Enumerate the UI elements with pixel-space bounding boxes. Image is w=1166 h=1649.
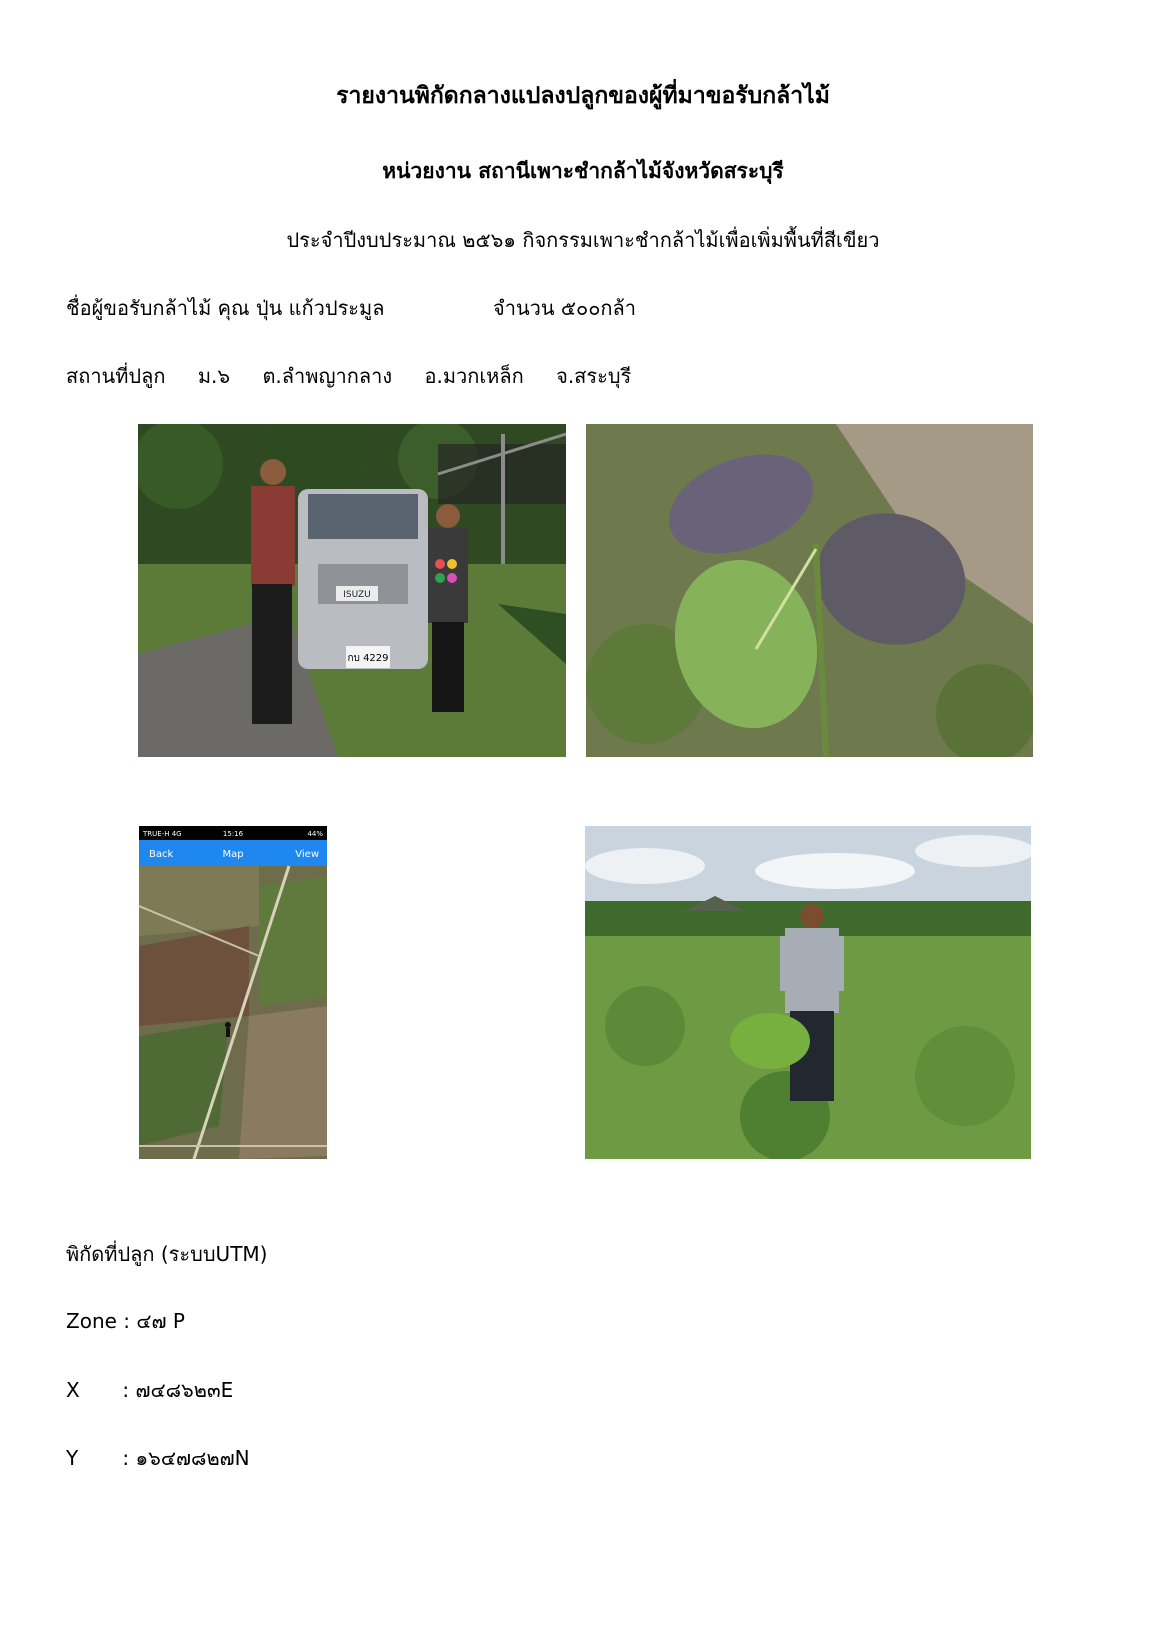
recipient-name: ชื่อผู้ขอรับกล้าไม้ คุณ ปุ่น แก้วประมูล [66, 296, 385, 320]
planting-location [66, 360, 657, 392]
phone-battery: 44% [307, 830, 323, 838]
location-label: สถานที่ปลูก [66, 364, 166, 388]
y-label: Y [66, 1446, 79, 1470]
phone-map-title: Map [222, 849, 244, 860]
x-label: X [66, 1378, 80, 1402]
photo-recipients-with-truck [138, 424, 566, 757]
phone-back-button: Back [149, 849, 174, 860]
photo-man-in-field [585, 826, 1031, 1159]
utm-x [66, 1374, 233, 1406]
agency-line: หน่วยงาน สถานีเพาะชำกล้าไม้จังหวัดสระบุรี [382, 159, 784, 183]
utm-y [66, 1442, 250, 1474]
location-village: ม.๖ [197, 364, 231, 388]
seedling-quantity: จำนวน ๕๐๐กล้า [493, 296, 637, 320]
photo-phone-map-screenshot [139, 826, 327, 1159]
coordinates-heading: พิกัดที่ปลูก (ระบบUTM) [66, 1242, 268, 1266]
truck-brand: ISUZU [343, 590, 371, 600]
zone-value: : ๔๗ P [123, 1309, 185, 1333]
location-district: อ.มวกเหล็ก [424, 364, 524, 388]
location-subdistrict: ต.ลำพญากลาง [262, 364, 393, 388]
location-province: จ.สระบุรี [556, 364, 632, 388]
utm-zone [66, 1305, 185, 1337]
phone-time: 15:16 [222, 830, 244, 838]
budget-line: ประจำปีงบประมาณ ๒๕๖๑ กิจกรรมเพาะชำกล้าไม้เพื่อเพิ่มพื้นที่สีเขียว [286, 228, 880, 252]
zone-label: Zone [66, 1309, 117, 1333]
y-value: : ๑๖๔๗๘๒๗N [122, 1446, 250, 1470]
photo-seedling-closeup [586, 424, 1033, 757]
phone-carrier: TRUE-H 4G [143, 830, 182, 838]
x-value: : ๗๔๘๖๒๓E [122, 1378, 234, 1402]
report-title: รายงานพิกัดกลางแปลงปลูกของผู้ที่มาขอรับกล้าไม้ [336, 83, 830, 109]
truck-plate: กบ 4229 [347, 653, 389, 664]
phone-view-button: View [295, 849, 319, 860]
